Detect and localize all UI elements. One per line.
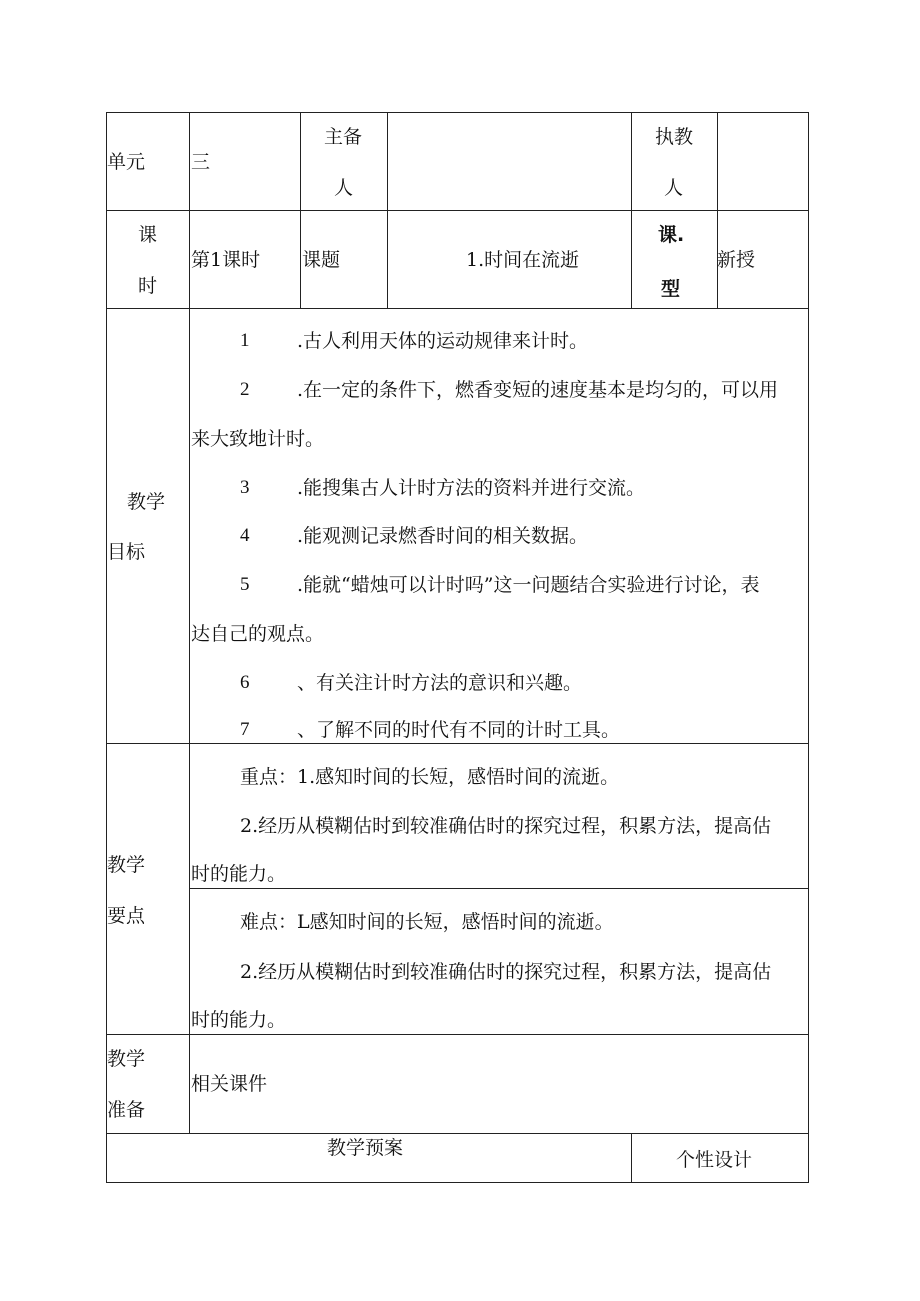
col-line-6: [717, 112, 718, 309]
objective-text: 、了解不同的时代有不同的计时工具。: [297, 719, 621, 741]
col-line-footer: [631, 1133, 632, 1183]
main-preparer-label: 主备: [324, 126, 363, 148]
difficulty-line: 时的能力。: [191, 1009, 287, 1031]
period-value: 第1课时: [191, 249, 261, 271]
period-label: 课: [138, 224, 158, 246]
difficulty-line: 2.经历从模糊估时到较准确估时的探究过程，积累方法，提高估: [240, 961, 772, 983]
objective-text: .能搜集古人计时方法的资料并进行交流。: [297, 477, 646, 499]
objective-text: .能就“蜡烛可以计时吗”这一问题结合实验进行讨论，表: [297, 574, 760, 596]
objective-continuation: 来大致地计时。: [191, 428, 325, 450]
objective-number: 4: [240, 525, 250, 546]
objective-number: 5: [240, 574, 250, 595]
difficulty-line: 难点：L感知时间的长短，感悟时间的流逝。: [240, 911, 614, 933]
preparation-label: 教学: [107, 1048, 146, 1070]
objective-continuation: 达自己的观点。: [191, 623, 325, 645]
col-line-5: [631, 112, 632, 309]
type-label-2: 型: [661, 278, 681, 300]
main-preparer-label-2: 人: [334, 177, 354, 199]
unit-label: 单元: [107, 151, 146, 173]
objective-text: .古人利用天体的运动规律来计时。: [297, 330, 589, 352]
teacher-label-2: 人: [664, 177, 684, 199]
objective-number: 7: [240, 719, 250, 740]
topic-label: 课题: [302, 249, 341, 271]
preparation-label-2: 准备: [107, 1099, 146, 1121]
row-line-3: [106, 743, 809, 744]
topic-value: 1.时间在流逝: [466, 249, 580, 271]
objective-number: 2: [240, 379, 250, 400]
type-value: 新授: [717, 249, 756, 271]
row-line-4: [106, 1034, 809, 1035]
objective-text: .在一定的条件下，燃香变短的速度基本是均匀的，可以用: [297, 379, 779, 401]
preparation-value: 相关课件: [191, 1073, 268, 1095]
focus-line: 2.经历从模糊估时到较准确估时的探究过程，积累方法，提高估: [240, 815, 772, 837]
col-line-label: [189, 112, 190, 1134]
objective-text: 、有关注计时方法的意识和兴趣。: [297, 672, 583, 694]
objective-number: 1: [240, 330, 250, 351]
row-line-bottom: [106, 1182, 809, 1183]
type-label: 课.: [658, 224, 685, 246]
row-line-top: [106, 112, 809, 113]
col-line-left: [106, 112, 107, 1183]
col-line-4: [387, 112, 388, 309]
col-line-right: [808, 112, 809, 1183]
key-points-label: 教学: [107, 854, 146, 876]
objective-number: 3: [240, 477, 250, 498]
objective-text: .能观测记录燃香时间的相关数据。: [297, 525, 589, 547]
row-line-split: [189, 888, 809, 889]
objectives-label-2: 目标: [107, 541, 146, 563]
key-points-label-2: 要点: [107, 905, 146, 927]
row-line-1: [106, 210, 809, 211]
row-line-5: [106, 1133, 809, 1134]
focus-line: 重点：1.感知时间的长短，感悟时间的流逝。: [240, 766, 620, 788]
focus-line: 时的能力。: [191, 863, 287, 885]
personal-design-header: 个性设计: [676, 1149, 753, 1171]
teaching-plan-header: 教学预案: [327, 1137, 404, 1159]
row-line-2: [106, 308, 809, 309]
objectives-label: 教学: [127, 491, 166, 513]
teacher-label: 执教: [655, 126, 694, 148]
objective-number: 6: [240, 672, 250, 693]
period-label-2: 时: [138, 275, 158, 297]
col-line-3: [300, 112, 301, 309]
unit-value: 三: [191, 151, 211, 173]
